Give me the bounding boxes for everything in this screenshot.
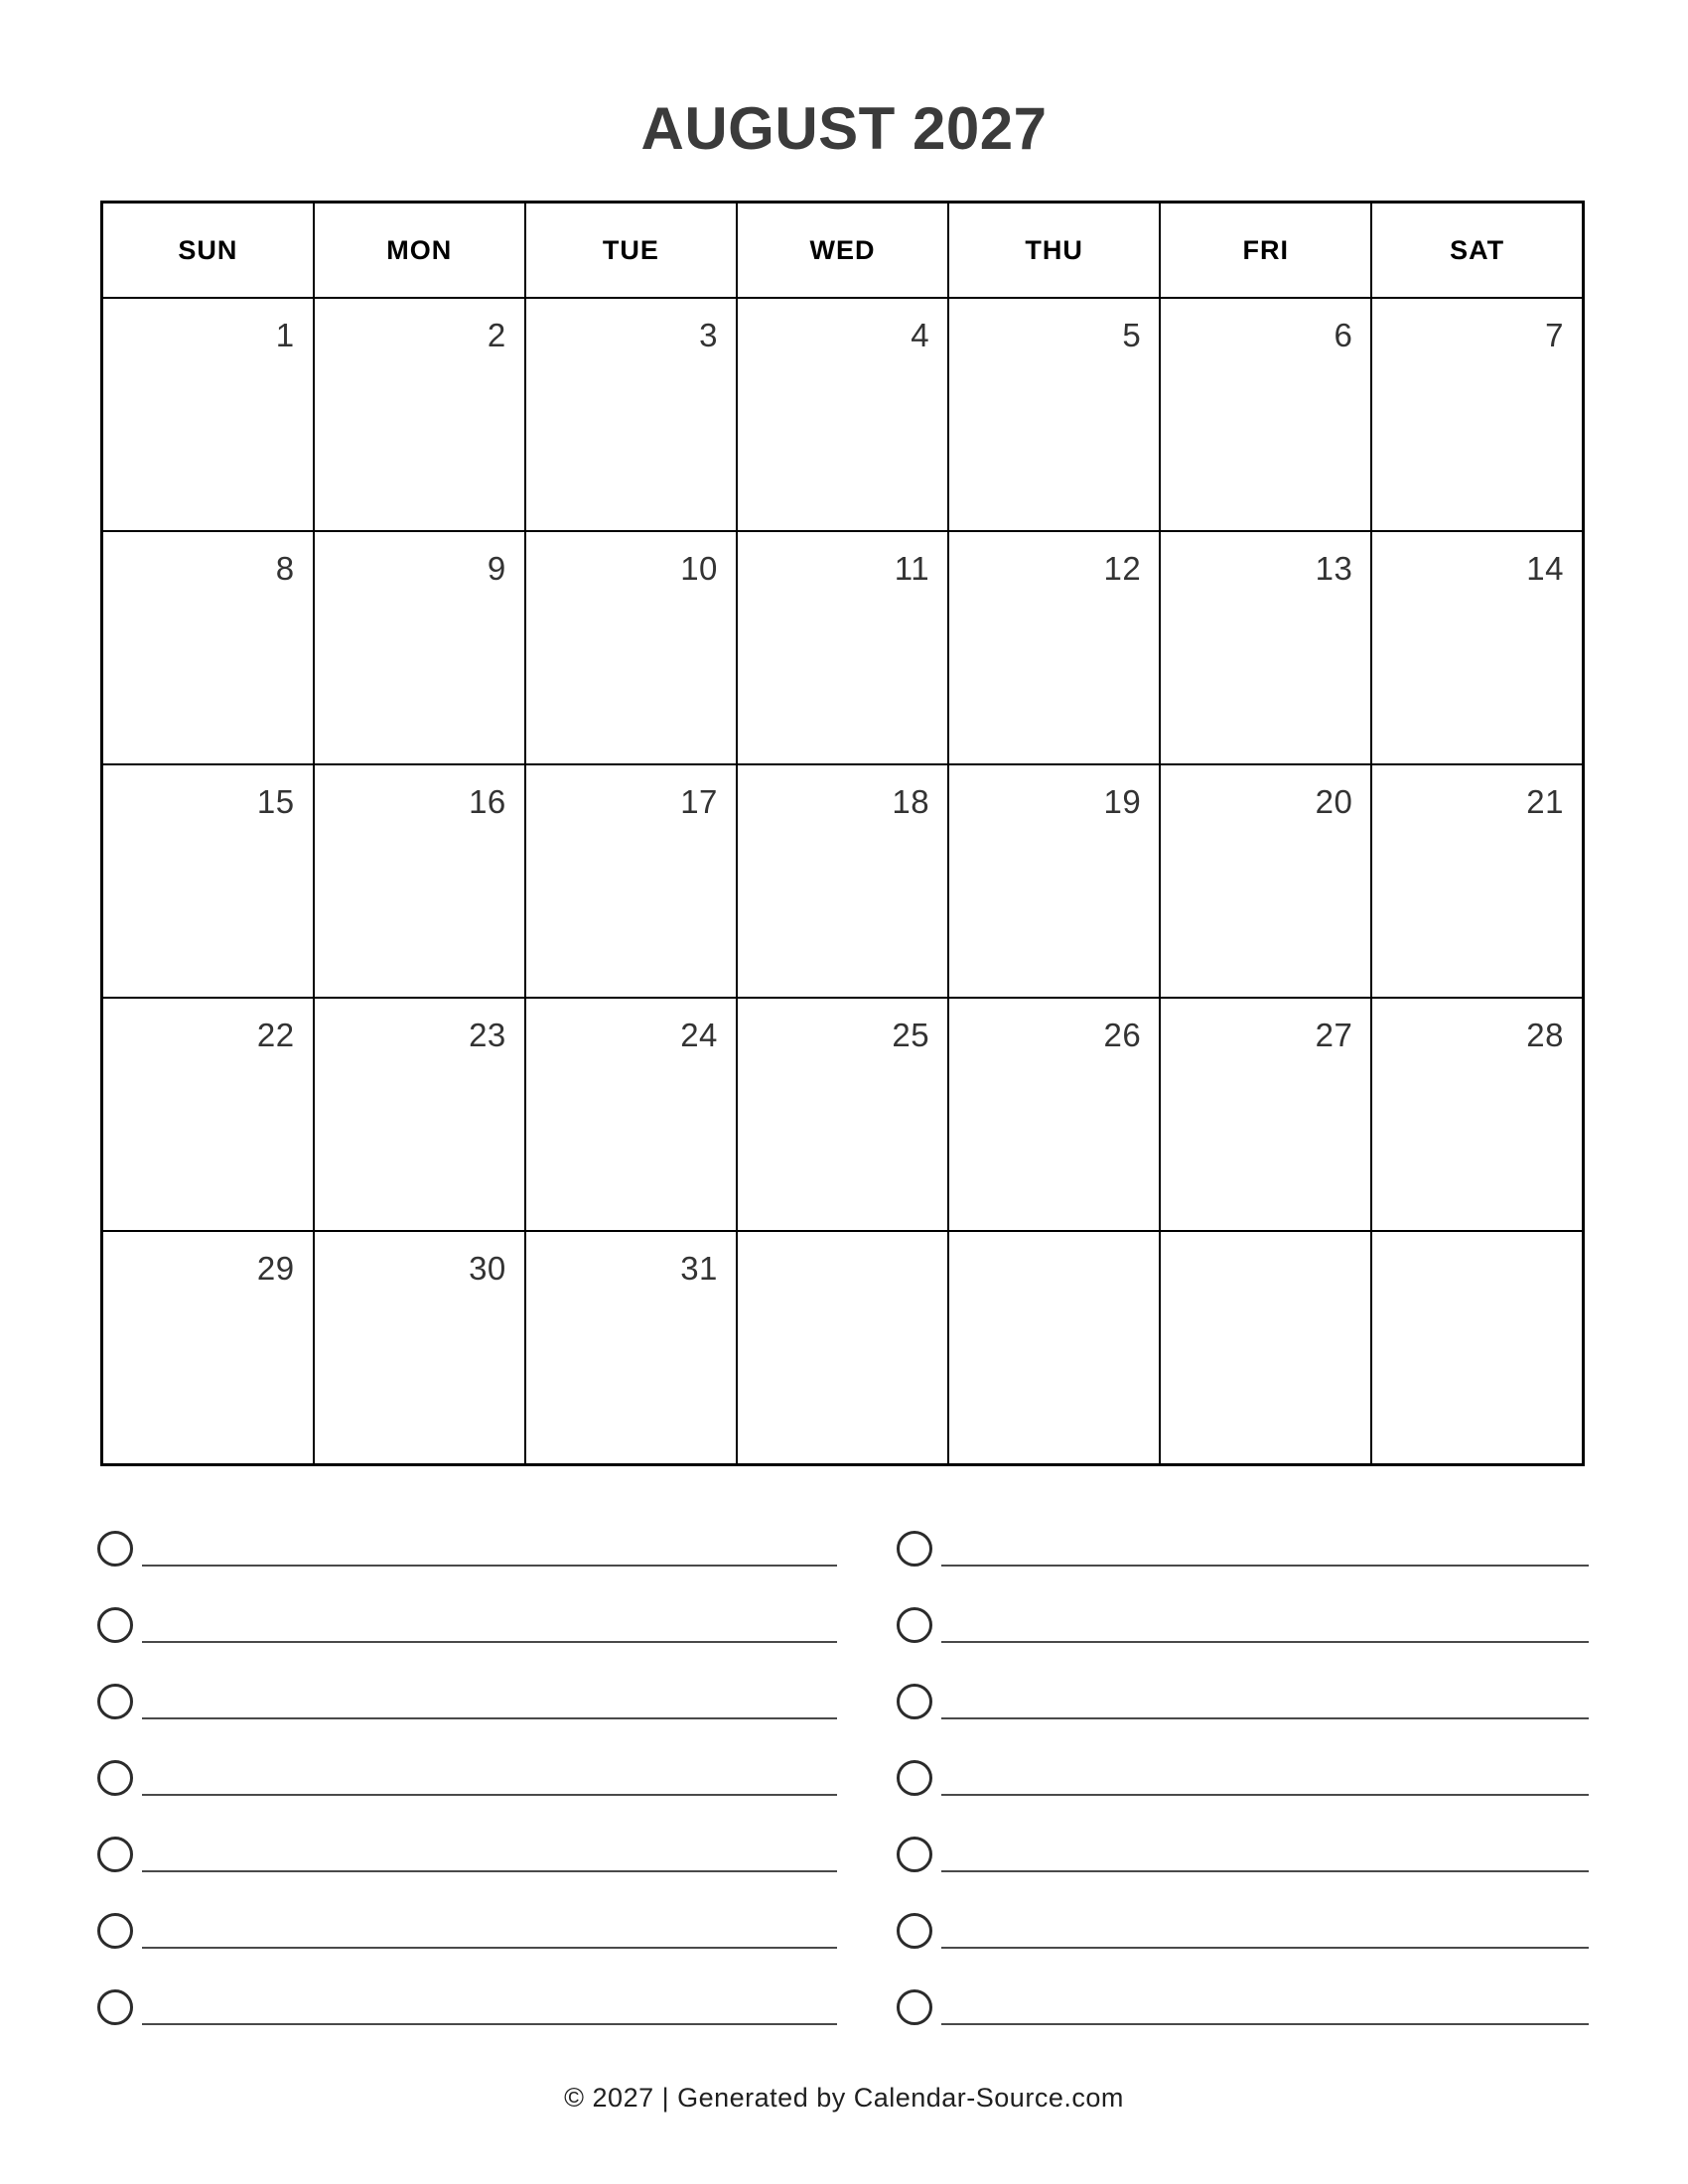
date-number: 31	[680, 1250, 718, 1287]
date-number: 15	[256, 783, 295, 820]
bullet-circle-icon	[97, 1531, 133, 1567]
bullet-circle-icon	[97, 1837, 133, 1872]
date-number: 26	[1103, 1017, 1142, 1053]
date-number: 13	[1315, 550, 1353, 587]
date-number: 17	[680, 783, 718, 820]
week-row	[102, 1231, 1584, 1465]
bullet-circle-icon	[97, 1684, 133, 1719]
note-write-line	[941, 1870, 1589, 1872]
note-write-line	[941, 2023, 1589, 2025]
day-cell	[737, 298, 948, 531]
note-item	[97, 1606, 837, 1643]
date-number: 27	[1315, 1017, 1353, 1053]
day-cell	[1371, 298, 1583, 531]
notes-section	[97, 1530, 1589, 2025]
note-item	[897, 1988, 1589, 2025]
calendar-grid	[100, 201, 1585, 1466]
bullet-circle-icon	[897, 1989, 932, 2025]
note-item	[97, 1836, 837, 1872]
bullet-circle-icon	[897, 1684, 932, 1719]
date-number: 28	[1526, 1017, 1564, 1053]
day-cell	[102, 298, 314, 531]
date-number: 3	[699, 317, 718, 353]
bullet-circle-icon	[897, 1837, 932, 1872]
day-cell	[314, 531, 525, 764]
note-item	[97, 1988, 837, 2025]
weekday-header-thu: THU	[948, 203, 1160, 299]
date-number: 29	[256, 1250, 295, 1287]
note-write-line	[142, 2023, 837, 2025]
date-number: 1	[275, 317, 295, 353]
day-cell	[102, 764, 314, 998]
date-number: 7	[1545, 317, 1564, 353]
day-cell	[525, 298, 737, 531]
date-number: 23	[469, 1017, 506, 1053]
day-cell	[1160, 1231, 1371, 1465]
note-write-line	[941, 1794, 1589, 1796]
weekday-header-sun: SUN	[102, 203, 314, 299]
bullet-circle-icon	[897, 1760, 932, 1796]
day-cell	[525, 998, 737, 1231]
day-cell	[1371, 998, 1583, 1231]
day-cell	[948, 298, 1160, 531]
note-item	[897, 1912, 1589, 1949]
page-title: AUGUST 2027	[640, 95, 1048, 162]
note-write-line	[941, 1717, 1589, 1719]
day-cell	[314, 998, 525, 1231]
note-write-line	[142, 1870, 837, 1872]
day-cell	[1160, 764, 1371, 998]
date-number: 4	[911, 317, 930, 353]
day-cell	[525, 1231, 737, 1465]
date-number: 12	[1103, 550, 1142, 587]
week-row	[102, 298, 1584, 531]
footer-credit: © 2027 | Generated by Calendar-Source.com	[564, 2083, 1124, 2113]
day-cell	[314, 764, 525, 998]
note-write-line	[142, 1717, 837, 1719]
weekday-header-fri: FRI	[1160, 203, 1371, 299]
weekday-header-wed: WED	[737, 203, 948, 299]
date-number: 19	[1103, 783, 1142, 820]
day-cell	[737, 1231, 948, 1465]
note-write-line	[142, 1794, 837, 1796]
note-write-line	[941, 1641, 1589, 1643]
day-cell	[314, 1231, 525, 1465]
date-number: 5	[1122, 317, 1142, 353]
day-cell	[948, 998, 1160, 1231]
day-cell	[737, 531, 948, 764]
day-cell	[1371, 764, 1583, 998]
bullet-circle-icon	[897, 1531, 932, 1567]
day-cell	[1371, 531, 1583, 764]
notes-column-right	[897, 1530, 1589, 2025]
date-number: 24	[680, 1017, 718, 1053]
day-cell	[102, 1231, 314, 1465]
day-cell	[102, 998, 314, 1231]
day-cell	[525, 764, 737, 998]
notes-column-left	[97, 1530, 837, 2025]
date-number: 10	[680, 550, 718, 587]
date-number: 14	[1526, 550, 1564, 587]
day-cell	[525, 531, 737, 764]
day-cell	[1160, 531, 1371, 764]
note-write-line	[142, 1641, 837, 1643]
date-number: 30	[469, 1250, 506, 1287]
note-write-line	[941, 1947, 1589, 1949]
week-row	[102, 998, 1584, 1231]
bullet-circle-icon	[97, 1913, 133, 1949]
date-number: 20	[1315, 783, 1353, 820]
date-number: 18	[892, 783, 930, 820]
note-item	[897, 1836, 1589, 1872]
note-write-line	[142, 1947, 837, 1949]
date-number: 11	[894, 550, 930, 587]
note-item	[897, 1683, 1589, 1719]
note-item	[897, 1759, 1589, 1796]
note-item	[97, 1530, 837, 1567]
date-number: 21	[1526, 783, 1564, 820]
weekday-header-mon: MON	[314, 203, 525, 299]
weekday-header-row	[102, 203, 1584, 299]
bullet-circle-icon	[97, 1607, 133, 1643]
day-cell	[314, 298, 525, 531]
date-number: 16	[469, 783, 506, 820]
week-row	[102, 531, 1584, 764]
date-number: 2	[487, 317, 506, 353]
weekday-header-tue: TUE	[525, 203, 737, 299]
bullet-circle-icon	[897, 1913, 932, 1949]
weekday-header-sat: SAT	[1371, 203, 1583, 299]
day-cell	[948, 1231, 1160, 1465]
day-cell	[948, 531, 1160, 764]
date-number: 22	[256, 1017, 295, 1053]
note-item	[97, 1759, 837, 1796]
bullet-circle-icon	[97, 1989, 133, 2025]
day-cell	[948, 764, 1160, 998]
note-write-line	[142, 1565, 837, 1567]
date-number: 8	[275, 550, 295, 587]
day-cell	[102, 531, 314, 764]
note-item	[897, 1606, 1589, 1643]
bullet-circle-icon	[897, 1607, 932, 1643]
day-cell	[1160, 298, 1371, 531]
note-write-line	[941, 1565, 1589, 1567]
bullet-circle-icon	[97, 1760, 133, 1796]
date-number: 6	[1334, 317, 1353, 353]
day-cell	[1371, 1231, 1583, 1465]
date-number: 9	[487, 550, 506, 587]
note-item	[97, 1912, 837, 1949]
week-row	[102, 764, 1584, 998]
day-cell	[1160, 998, 1371, 1231]
day-cell	[737, 998, 948, 1231]
day-cell	[737, 764, 948, 998]
note-item	[897, 1530, 1589, 1567]
note-item	[97, 1683, 837, 1719]
date-number: 25	[892, 1017, 930, 1053]
